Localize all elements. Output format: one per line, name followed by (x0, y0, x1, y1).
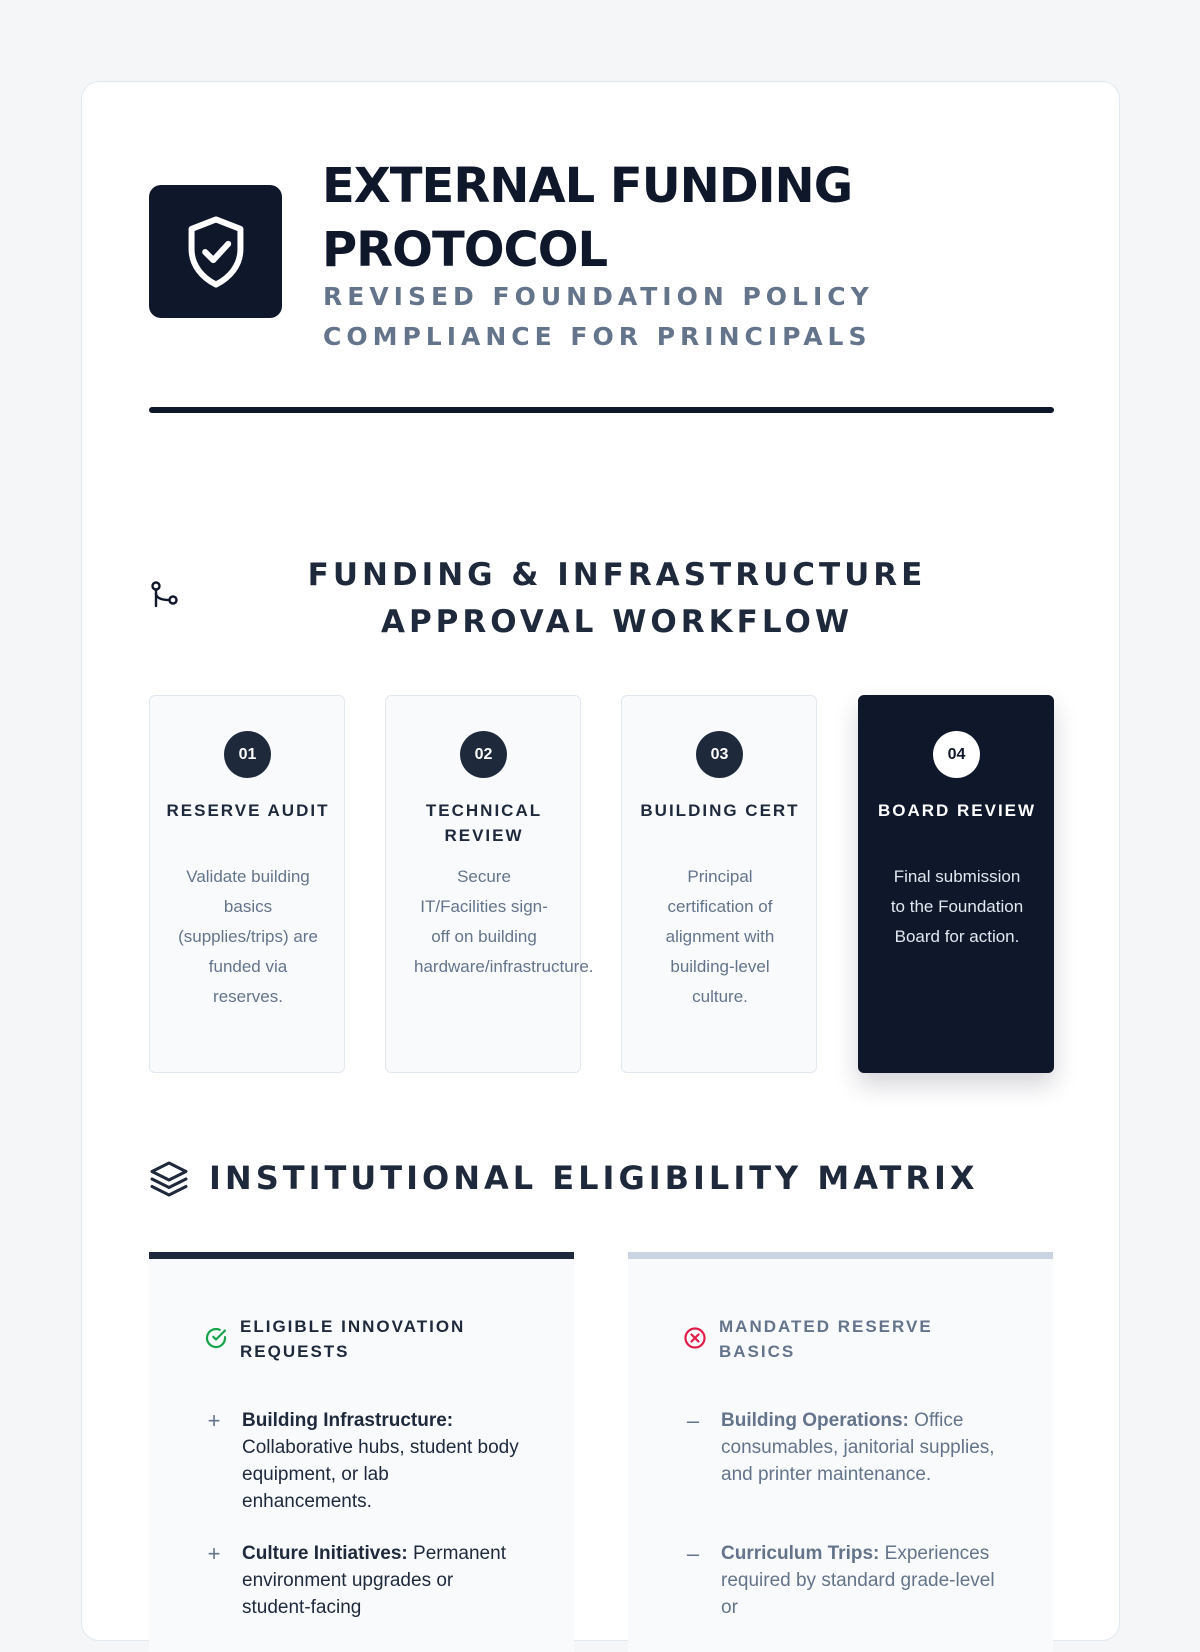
matrix-title: INSTITUTIONAL ELIGIBILITY MATRIX (209, 1159, 979, 1197)
layers-icon (149, 1159, 189, 1199)
minus-icon: – (686, 1541, 700, 1566)
plus-icon: + (207, 1408, 221, 1433)
step-number: 02 (460, 731, 507, 778)
item-label: Curriculum Trips: (721, 1543, 880, 1564)
workflow-step (621, 695, 817, 1073)
workflow-title: FUNDING & INFRASTRUCTURE APPROVAL WORKFLOW (307, 557, 927, 640)
protocol-card (81, 81, 1120, 1641)
item-text: Collaborative hubs, student body equipment, or lab enhancements. (242, 1437, 519, 1512)
item-label: Building Operations: (721, 1410, 909, 1431)
item-text: Permanent environment upgrades or student-facing (242, 1543, 506, 1618)
step-title: TECHNICAL REVIEW (425, 801, 543, 845)
plus-icon: + (207, 1541, 221, 1566)
step-number: 03 (696, 731, 743, 778)
step-title: BOARD REVIEW (877, 801, 1037, 820)
eligible-heading-label: ELIGIBLE INNOVATION REQUESTS (240, 1317, 466, 1361)
page-header (149, 154, 1054, 354)
step-description: Validate building basics (supplies/trips) are funded via reserves. (178, 867, 318, 1006)
minus-icon: – (686, 1408, 700, 1433)
step-number: 04 (933, 731, 980, 778)
step-number: 01 (224, 731, 271, 778)
item-label: Building Infrastructure: (242, 1410, 454, 1431)
reserve-column (628, 1252, 1053, 1652)
step-description: Secure IT/Facilities sign-off on building hardware/infrastructure. (414, 867, 594, 976)
check-circle-icon (204, 1326, 228, 1350)
x-circle-icon (683, 1326, 707, 1350)
shield-check-icon (183, 214, 249, 290)
workflow-steps (149, 695, 1054, 1073)
item-text: Experiences required by standard grade-level or (721, 1543, 995, 1618)
step-title: BUILDING CERT (640, 801, 800, 820)
workflow-step-active (858, 695, 1054, 1073)
logo-badge (149, 185, 282, 318)
git-branch-icon (149, 580, 179, 610)
header-divider (149, 407, 1054, 413)
page-subtitle: REVISED FOUNDATION POLICY COMPLIANCE FOR PRINCIPALS (323, 282, 874, 351)
reserve-heading-label: MANDATED RESERVE BASICS (719, 1317, 933, 1361)
item-label: Culture Initiatives: (242, 1543, 408, 1564)
step-title: RESERVE AUDIT (166, 801, 330, 820)
page-title: EXTERNAL FUNDING PROTOCOL (322, 158, 853, 278)
eligible-column (149, 1252, 574, 1652)
workflow-step (385, 695, 594, 1073)
step-description: Principal certification of alignment with building-level culture. (665, 867, 775, 1006)
workflow-step (149, 695, 345, 1073)
item-text: Office consumables, janitorial supplies, and printer maintenance. (721, 1410, 995, 1485)
step-description: Final submission to the Foundation Board for action. (890, 867, 1024, 946)
